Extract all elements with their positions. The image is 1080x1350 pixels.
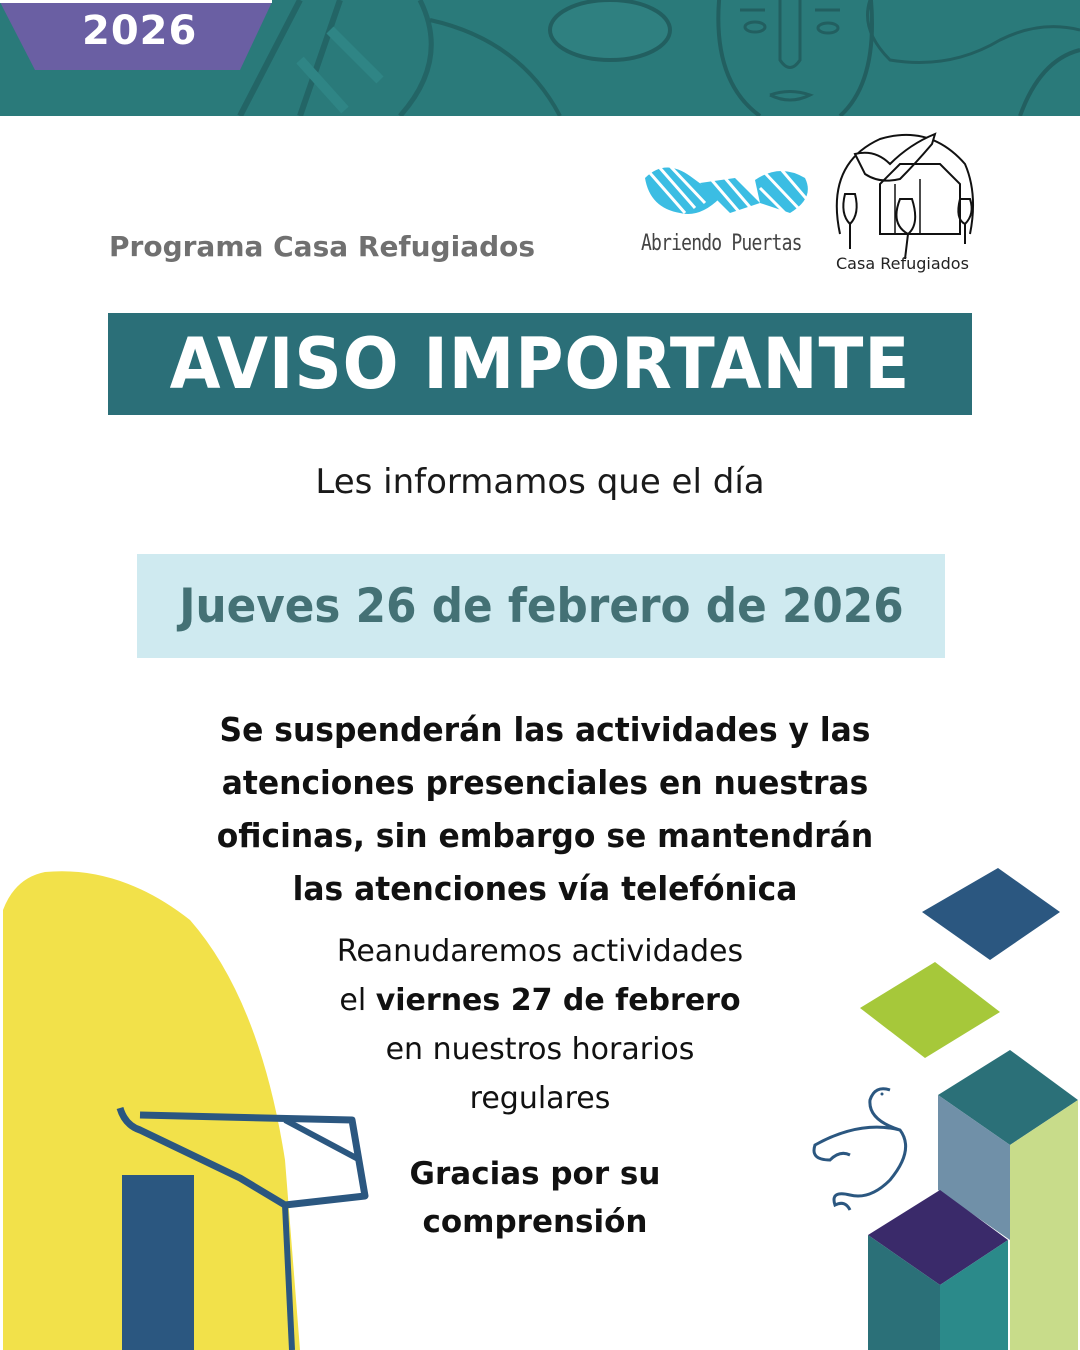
notice-intro: Les informamos que el día (315, 462, 765, 502)
abriendo-puertas-label: Abriendo Puertas (641, 231, 802, 256)
suspension-line: Se suspenderán las actividades y las (219, 710, 871, 749)
thanks-message (330, 1150, 740, 1246)
program-title: Programa Casa Refugiados (109, 230, 536, 263)
resume-date: viernes 27 de febrero (375, 983, 741, 1018)
suspension-line: las atenciones vía telefónica (292, 869, 798, 908)
notice-heading-box (108, 313, 972, 415)
yellow-arch-house-illustration (0, 860, 380, 1350)
notice-heading: AVISO IMPORTANTE (169, 323, 911, 405)
thanks-line: comprensión (422, 1204, 648, 1240)
resume-line: regulares (469, 1081, 611, 1116)
isometric-blocks-dove-illustration (790, 860, 1080, 1350)
resume-prefix: el (339, 983, 376, 1018)
dove-house-logo-icon (820, 124, 980, 274)
suspension-date: Jueves 26 de febrero de 2026 (178, 578, 904, 634)
casa-refugiados-label: Casa Refugiados (836, 254, 969, 273)
resume-line: en nuestros horarios (385, 1032, 695, 1067)
suspension-line: atenciones presenciales en nuestras (221, 763, 869, 802)
year-badge (0, 0, 272, 70)
resume-line: Reanudaremos actividades (336, 934, 744, 969)
year-label: 2026 (82, 8, 198, 54)
suspension-line: oficinas, sin embargo se mantendrán (216, 816, 874, 855)
thanks-line: Gracias por su (409, 1156, 661, 1192)
date-box (137, 554, 945, 658)
